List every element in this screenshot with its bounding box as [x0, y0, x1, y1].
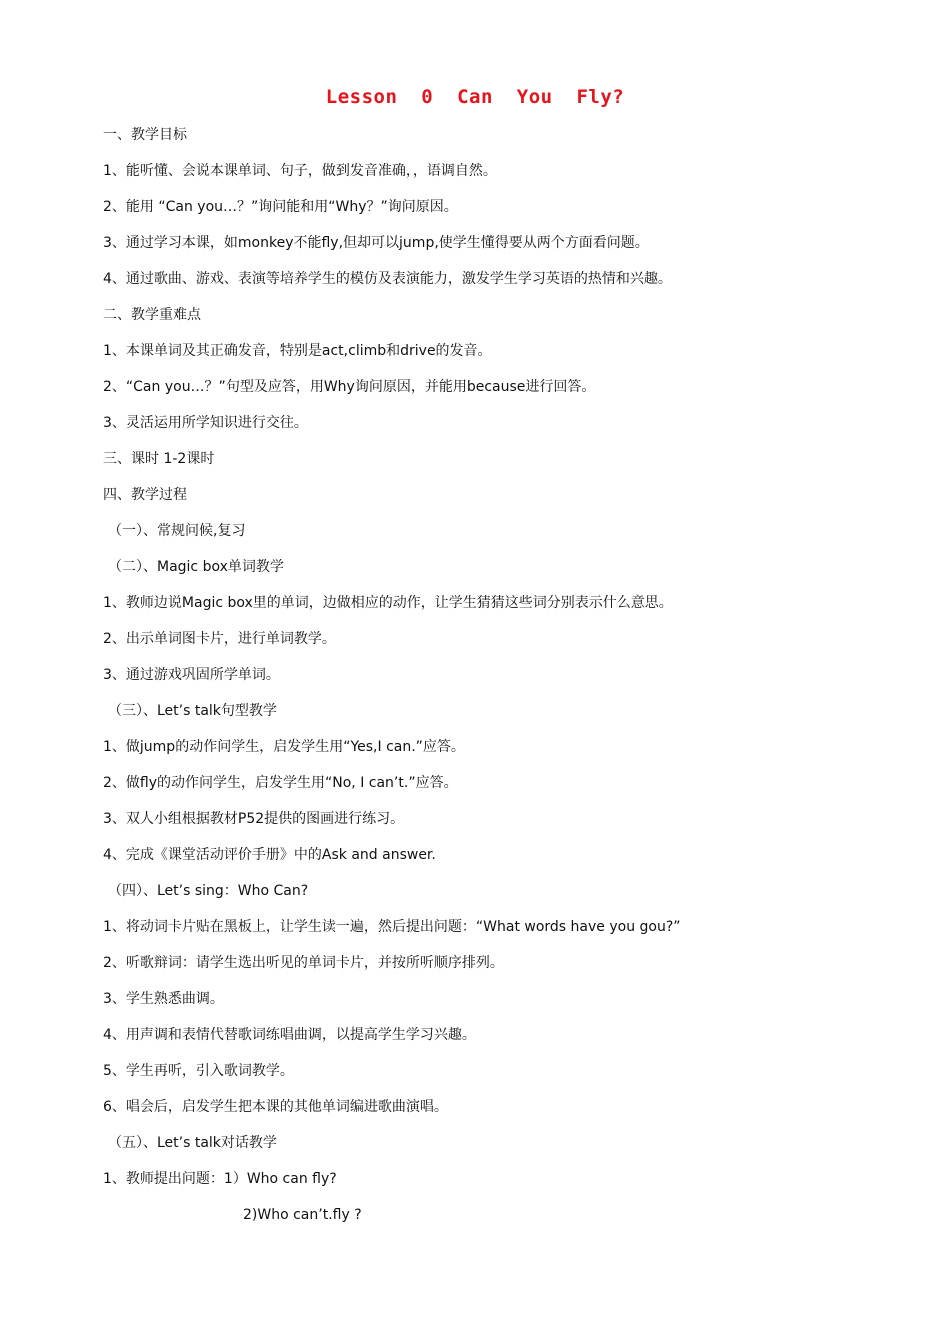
- paragraph-line: 2、听歌辩词：请学生选出听见的单词卡片，并按所听顺序排列。: [103, 955, 504, 971]
- paragraph-line: 1、本课单词及其正确发音，特别是act,climb和drive的发音。: [103, 343, 492, 359]
- paragraph-line: 2)Who can’t.fly ?: [243, 1207, 362, 1223]
- paragraph-line: 1、做jump的动作问学生，启发学生用“Yes,I can.”应答。: [103, 739, 465, 755]
- paragraph-line: 2、做fly的动作问学生，启发学生用“No, I can’t.”应答。: [103, 775, 458, 791]
- paragraph-line: 5、学生再听，引入歌词教学。: [103, 1063, 294, 1079]
- paragraph-line: 2、出示单词图卡片，进行单词教学。: [103, 631, 336, 647]
- section-heading: 四、教学过程: [103, 487, 187, 503]
- paragraph-line: 1、能听懂、会说本课单词、句子，做到发音准确，，语调自然。: [103, 163, 497, 179]
- paragraph-line: 4、通过歌曲、游戏、表演等培养学生的模仿及表演能力，激发学生学习英语的热情和兴趣。: [103, 271, 672, 287]
- paragraph-line: 3、通过游戏巩固所学单词。: [103, 667, 280, 683]
- paragraph-line: 3、灵活运用所学知识进行交往。: [103, 415, 308, 431]
- subsection-heading: （三）、Let’s talk句型教学: [108, 703, 277, 719]
- section-heading: 二、教学重难点: [103, 307, 201, 323]
- paragraph-line: 2、能用 “Can you…？”询问能和用“Why？”询问原因。: [103, 199, 458, 215]
- subsection-heading: （四）、Let’s sing：Who Can?: [108, 883, 309, 899]
- document-title: Lesson 0 Can You Fly?: [325, 86, 625, 108]
- paragraph-line: 4、用声调和表情代替歌词练唱曲调，以提高学生学习兴趣。: [103, 1027, 476, 1043]
- paragraph-line: 3、通过学习本课，如monkey不能fly,但却可以jump,使学生懂得要从两个方面看问题。: [103, 235, 649, 251]
- paragraph-line: 3、双人小组根据教材P52提供的图画进行练习。: [103, 811, 405, 827]
- paragraph-line: 2、“Can you…？”句型及应答，用Why询问原因，并能用because进行回答。: [103, 379, 596, 395]
- section-heading: 一、教学目标: [103, 127, 187, 143]
- paragraph-line: 6、唱会后，启发学生把本课的其他单词编进歌曲演唱。: [103, 1099, 448, 1115]
- paragraph-line: 4、完成《课堂活动评价手册》中的Ask and answer.: [103, 847, 436, 863]
- paragraph-line: 1、教师提出问题：1）Who can fly?: [103, 1171, 337, 1187]
- subsection-heading: （二）、Magic box单词教学: [108, 559, 284, 575]
- subsection-heading: （一）、常规问候,复习: [108, 523, 246, 539]
- paragraph-line: 3、学生熟悉曲调。: [103, 991, 224, 1007]
- paragraph-line: 1、将动词卡片贴在黑板上，让学生读一遍，然后提出问题：“What words have you gou?”: [103, 919, 681, 935]
- paragraph-line: 1、教师边说Magic box里的单词，边做相应的动作，让学生猜猜这些词分别表示什么意思。: [103, 595, 673, 611]
- section-heading: 三、课时 1-2课时: [103, 451, 215, 467]
- subsection-heading: （五）、Let’s talk对话教学: [108, 1135, 277, 1151]
